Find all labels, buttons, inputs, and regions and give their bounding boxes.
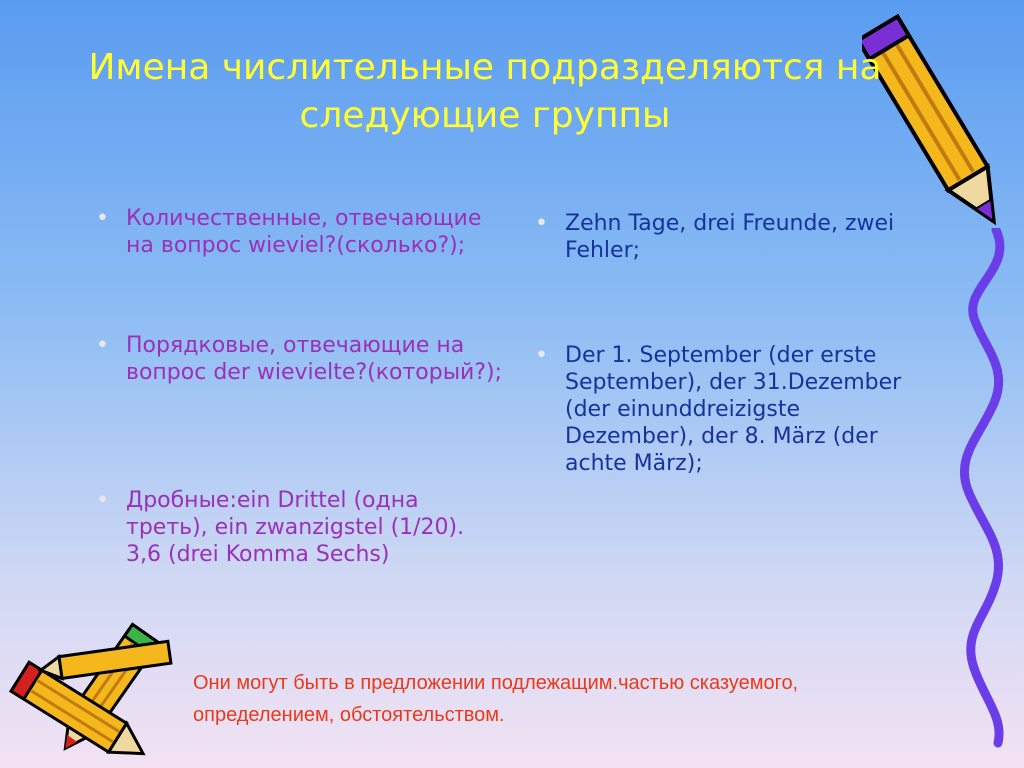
squiggle-line-icon	[934, 228, 1024, 748]
list-item: • Порядковые, отвечающие на вопрос der wievielte?(который?);	[86, 332, 506, 386]
crossed-pencils-icon	[0, 618, 200, 768]
slide-title: Имена числительные подразделяются на следующие группы	[88, 47, 882, 136]
list-item: • Дробные:ein Drittel (одна треть), ein zwanzigstel (1/20). 3,6 (drei Komma Sechs)	[86, 487, 506, 568]
footnote-text: Они могут быть в предложении подлежащим.частью сказуемого, определением, обстоятельством.	[193, 672, 799, 726]
list-item: • Количественные, отвечающие на вопрос wieviel?(сколько?);	[86, 205, 506, 259]
list-item: • Der 1. September (der erste September), der 31.Dezember (der einunddreizigste Dezember), der 8. März (der achte März);	[525, 342, 935, 477]
list-item: • Zehn Tage, drei Freunde, zwei Fehler;	[525, 210, 935, 264]
